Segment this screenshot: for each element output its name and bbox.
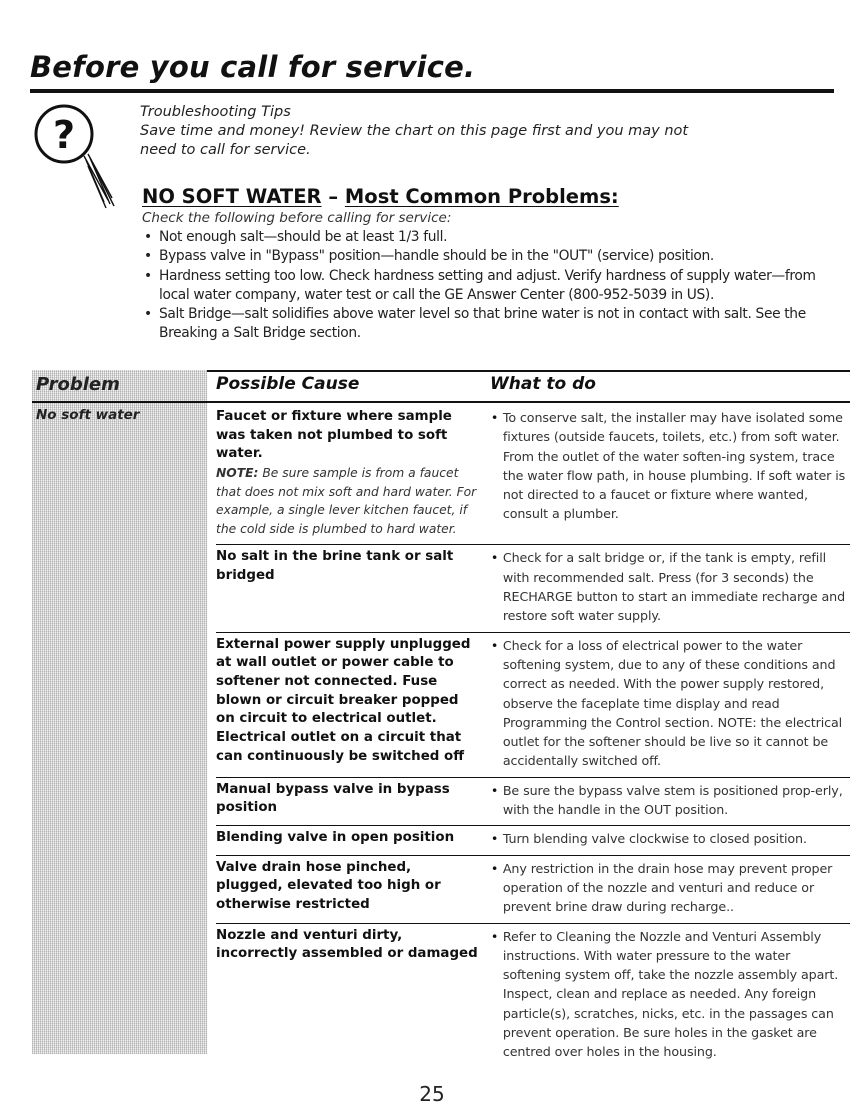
header-problem: Problem <box>36 374 120 395</box>
tips-text-line-2: need to call for service. <box>140 142 311 158</box>
tips-text-line-1: Save time and money! Review the chart on this page first and you may not <box>140 123 689 139</box>
cause-text: Blending valve in open position <box>216 830 455 846</box>
header-possible-cause: Possible Cause <box>216 374 360 394</box>
table-row <box>216 405 850 545</box>
cause-cell <box>216 636 489 771</box>
table-row <box>216 924 850 1068</box>
note-text: Be sure sample is from a faucet that does not mix soft and hard water. For example, a single lever kitchen faucet, if the cold side is plumbed to hard water. <box>216 466 477 536</box>
page-title: Before you call for service. <box>30 50 476 84</box>
what-to-do-cell: • Check for a loss of electrical power to the water softening system, due to any of these conditions and correct as needed. With the power supply restored, observe the faceplate time display and read Programming the Control section. NOTE: the electrical outlet for the softener should be live so it cannot be accidentally switched off. <box>489 636 850 771</box>
problem-no-soft-water: No soft water <box>36 407 140 423</box>
common-problems-subheading: Check the following before calling for service: <box>142 210 452 226</box>
table-row <box>216 856 850 924</box>
question-mark-icon <box>28 102 128 222</box>
common-problems-list <box>142 228 842 344</box>
table-row <box>216 545 850 632</box>
cause-cell <box>216 829 489 848</box>
cause-cell <box>216 927 489 1062</box>
header-what-to-do: What to do <box>490 374 596 394</box>
troubleshooting-tips <box>140 103 740 160</box>
problem-column <box>32 370 207 1054</box>
cause-text: Valve drain hose pinched, plugged, elevated too high or otherwise restricted <box>216 859 441 913</box>
page-number: 25 <box>419 1082 445 1106</box>
tips-title: Troubleshooting Tips <box>140 104 291 120</box>
troubleshooting-table <box>32 370 850 1060</box>
cause-text: Nozzle and venturi dirty, incorrectly assembled or damaged <box>216 927 478 962</box>
common-problems-heading <box>142 185 842 208</box>
what-to-do-cell: • Be sure the bypass valve stem is positioned prop-erly, with the handle in the OUT position. <box>489 781 850 820</box>
svg-text:?: ? <box>52 113 76 157</box>
what-to-do-cell: • To conserve salt, the installer may have isolated some fixtures (outside faucets, toilets, etc.) from soft water. From the outlet of the water soften-ing system, trace the water flow path, in house plumbing. If soft water is not directed to a faucet or fixture where wanted, consult a plumber. <box>489 408 850 538</box>
table-row <box>216 633 850 778</box>
heading-dash: – <box>321 185 345 208</box>
cause-cell <box>216 859 489 917</box>
cause-text: Faucet or fixture where sample was taken not plumbed to soft water. <box>216 409 452 462</box>
cause-text: No salt in the brine tank or salt bridged <box>216 549 454 584</box>
what-to-do-cell: • Any restriction in the drain hose may prevent proper operation of the nozzle and venturi and reduce or prevent brine draw during recharge.. <box>489 859 850 917</box>
cause-cell <box>216 408 489 538</box>
common-problems-section <box>142 185 842 344</box>
what-to-do-cell: • Check for a salt bridge or, if the tank is empty, refill with recommended salt. Press (for 3 seconds) the RECHARGE button to start an immediate recharge and restore soft water supply. <box>489 548 850 625</box>
cause-note <box>216 464 479 538</box>
note-label: NOTE: <box>216 466 259 481</box>
list-item: • Not enough salt—should be at least 1/3 full. <box>142 228 842 247</box>
cause-cell <box>216 548 489 625</box>
heading-no-soft-water: NO SOFT WATER <box>142 185 322 208</box>
table-rows <box>216 405 850 1068</box>
header-bottom-rule <box>32 401 850 403</box>
header-top-rule <box>207 370 850 372</box>
what-to-do-cell: • Turn blending valve clockwise to closed position. <box>489 829 850 848</box>
table-row <box>216 778 850 827</box>
heading-most-common: Most Common Problems: <box>344 185 619 208</box>
cause-cell <box>216 781 489 820</box>
what-to-do-cell: • Refer to Cleaning the Nozzle and Venturi Assembly instructions. With water pressure to the water softening system off, take the nozzle assembly apart. Inspect, clean and replace as needed. Any foreign particle(s), scratches, nicks, etc. in the passages can prevent operation. Be sure holes in the gasket are centred over holes in the housing. <box>489 927 850 1062</box>
table-row <box>216 826 850 855</box>
list-item: • Bypass valve in "Bypass" position—handle should be in the "OUT" (service) position. <box>142 247 842 266</box>
list-item: • Salt Bridge—salt solidifies above water level so that brine water is not in contact with salt. See the Breaking a Salt Bridge section. <box>142 305 842 344</box>
cause-text: External power supply unplugged at wall outlet or power cable to softener not connected. Fuse blown or circuit breaker popped on circuit to electrical outlet. Electrical outlet on a circuit that can continuously be switched off <box>216 636 471 764</box>
cause-text: Manual bypass valve in bypass position <box>216 781 450 816</box>
list-item: • Hardness setting too low. Check hardness setting and adjust. Verify hardness of supply water—from local water company, water test or call the GE Answer Center (800-952-5039 in US). <box>142 267 842 306</box>
title-rule <box>30 89 834 93</box>
